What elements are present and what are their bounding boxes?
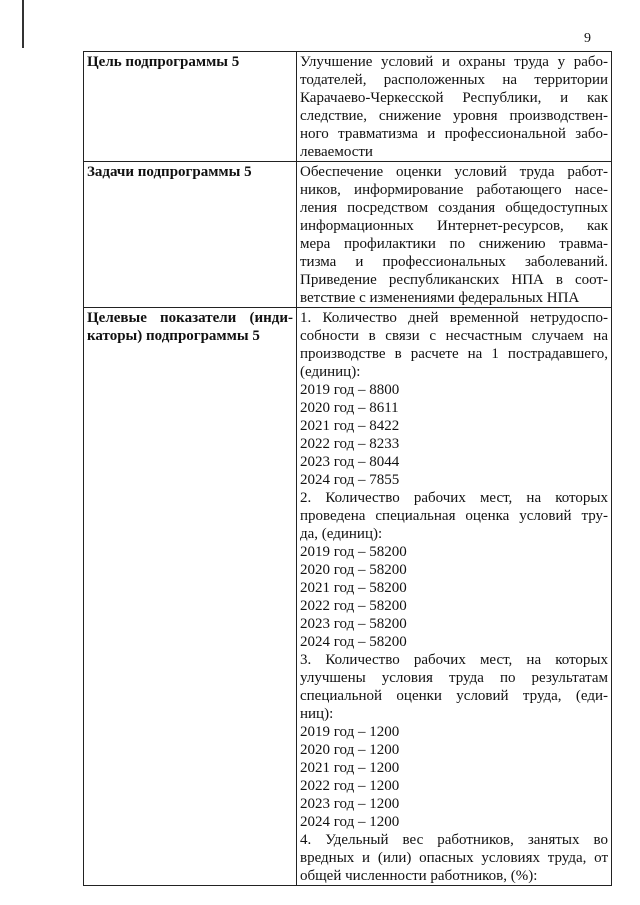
indicator-4-text-line: вредных и (или) опасных условиях труда, от <box>300 850 608 866</box>
indicator-1-year-value: 2021 год – 8422 <box>300 418 400 434</box>
indicator-3-text-line: ниц): <box>300 706 334 722</box>
indicator-3-year-value: 2019 год – 1200 <box>300 724 400 740</box>
indicator-1-text-line: (единиц): <box>300 364 361 380</box>
tasks-row <box>84 162 612 308</box>
goal-row <box>84 52 612 162</box>
goal-text-line: следствие, снижение уровня производствен- <box>300 108 608 124</box>
indicator-2-year-value: 2022 год – 58200 <box>300 598 407 614</box>
indicator-2-year-value: 2024 год – 58200 <box>300 634 407 650</box>
indicator-4-text-line: общей численности работников, (%): <box>300 868 538 884</box>
indicator-3-text-line: улучшены условия труда по результатам <box>300 670 608 686</box>
subprogram-passport-table <box>83 51 612 886</box>
indicator-2-text-line: да, (единиц): <box>300 526 383 542</box>
indicator-2 <box>300 489 608 651</box>
indicator-3-year-value: 2021 год – 1200 <box>300 760 400 776</box>
indicators-label-cell <box>84 308 297 886</box>
tasks-value-cell <box>297 162 612 308</box>
goal-label: Цель подпрограммы 5 <box>87 54 240 70</box>
tasks-text-line: Обеспечение оценки условий труда работ- <box>300 164 608 180</box>
indicator-1-text-line: 1. Количество дней временной нетрудоспо- <box>300 310 608 326</box>
indicator-1-text-line: собности в связи с несчастным случаем на <box>300 328 608 344</box>
tasks-text-line: информационных Интернет-ресурсов, как <box>300 218 608 234</box>
indicator-3-text-line: специальной оценки условий труда, (еди- <box>300 688 608 704</box>
goal-text-line: тодателей, расположенных на территории <box>300 72 608 88</box>
indicator-3-year-value: 2020 год – 1200 <box>300 742 400 758</box>
indicator-1 <box>300 309 608 489</box>
tasks-label-cell <box>84 162 297 308</box>
indicator-3-year-value: 2024 год – 1200 <box>300 814 400 830</box>
goal-value-cell <box>297 52 612 162</box>
goal-text-line: Карачаево-Черкесской Республики, и как <box>300 90 608 106</box>
indicator-4 <box>300 831 608 885</box>
tasks-label: Задачи подпрограммы 5 <box>87 164 252 180</box>
indicators-row <box>84 308 612 886</box>
indicator-2-year-value: 2019 год – 58200 <box>300 544 407 560</box>
indicator-2-text-line: проведена специальная оценка условий тру- <box>300 508 608 524</box>
indicators-label-line: каторы) подпрограммы 5 <box>87 328 260 344</box>
indicator-3-text-line: 3. Количество рабочих мест, на которых <box>300 652 608 668</box>
tasks-text-line: тизма и профессиональных заболеваний. <box>300 254 608 270</box>
binding-margin-line <box>22 0 24 48</box>
indicator-1-year-value: 2024 год – 7855 <box>300 472 400 488</box>
goal-text-line: Улучшение условий и охраны труда у рабо- <box>300 54 608 70</box>
tasks-text-line: Приведение республиканских НПА в соот- <box>300 272 608 288</box>
indicator-1-year-value: 2022 год – 8233 <box>300 436 400 452</box>
indicator-2-year-value: 2023 год – 58200 <box>300 616 407 632</box>
goal-text-line: леваемости <box>300 144 373 160</box>
page-number: 9 <box>584 31 591 46</box>
tasks-text-line: ветствие с изменениями федеральных НПА <box>300 290 580 306</box>
tasks-text-line: мера профилактики по снижению травма- <box>300 236 608 252</box>
indicators-value-cell <box>297 308 612 886</box>
indicator-2-year-value: 2020 год – 58200 <box>300 562 407 578</box>
indicators-label-line: Целевые показатели (инди- <box>87 310 293 326</box>
indicator-1-year-value: 2020 год – 8611 <box>300 400 399 416</box>
indicator-1-year-value: 2019 год – 8800 <box>300 382 400 398</box>
indicator-2-text-line: 2. Количество рабочих мест, на которых <box>300 490 608 506</box>
tasks-text-line: ников, информирование работающего насе- <box>300 182 608 198</box>
indicator-1-year-value: 2023 год – 8044 <box>300 454 400 470</box>
indicator-1-text-line: производстве в расчете на 1 пострадавшего, <box>300 346 608 362</box>
indicator-3-year-value: 2022 год – 1200 <box>300 778 400 794</box>
goal-label-cell <box>84 52 297 162</box>
indicator-3-year-value: 2023 год – 1200 <box>300 796 400 812</box>
tasks-text-line: ления посредством создания общедоступных <box>300 200 608 216</box>
indicator-2-year-value: 2021 год – 58200 <box>300 580 407 596</box>
indicator-4-text-line: 4. Удельный вес работников, занятых во <box>300 832 608 848</box>
goal-text-line: ного травматизма и профессиональной забо- <box>300 126 608 142</box>
indicator-3 <box>300 651 608 831</box>
